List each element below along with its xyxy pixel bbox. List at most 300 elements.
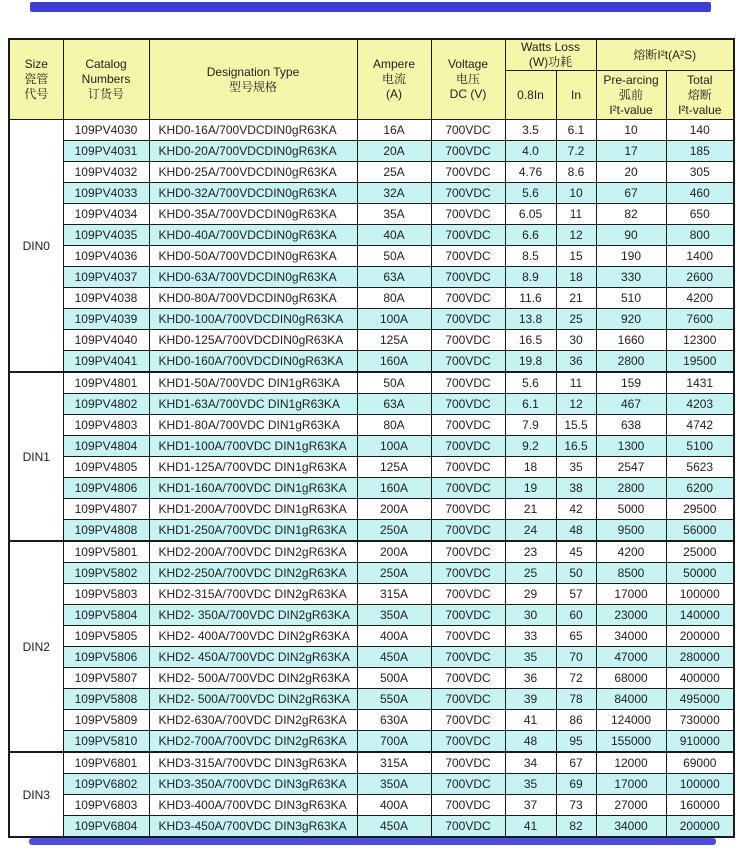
cell-designation-type: KHD2-315A/700VDC DIN2gR63KA	[149, 584, 357, 605]
cell-catalog-number: 109PV5804	[63, 605, 149, 626]
cell-watts-loss-08in: 48	[505, 731, 556, 753]
group-size-label: DIN2	[9, 541, 63, 752]
cell-watts-loss-08in: 35	[505, 647, 556, 668]
col-header-total-line: I²t-value	[678, 102, 722, 117]
cell-designation-type: KHD0-16A/700VDCDIN0gR63KA	[149, 120, 357, 141]
cell-watts-loss-in: 69	[556, 774, 596, 795]
cell-ampere: 125A	[357, 330, 431, 351]
col-header-catalog	[63, 39, 149, 120]
col-header-prearcing-line: Pre-arcing	[603, 72, 659, 87]
cell-total-i2t: 140	[666, 120, 734, 141]
cell-ampere: 315A	[357, 584, 431, 605]
cell-watts-loss-08in: 41	[505, 816, 556, 838]
cell-voltage: 700VDC	[431, 816, 505, 838]
table-row	[9, 520, 734, 542]
col-header-designation-line: 型号规格	[228, 79, 277, 94]
cell-watts-loss-08in: 25	[505, 563, 556, 584]
cell-designation-type: KHD0-50A/700VDCDIN0gR63KA	[149, 246, 357, 267]
cell-watts-loss-in: 73	[556, 795, 596, 816]
cell-watts-loss-08in: 19.8	[505, 351, 556, 373]
cell-designation-type: KHD3-350A/700VDC DIN3gR63KA	[149, 774, 357, 795]
col-header-catalog-line: Numbers	[81, 72, 131, 86]
cell-ampere: 20A	[357, 141, 431, 162]
cell-watts-loss-08in: 4.76	[505, 162, 556, 183]
cell-watts-loss-08in: 4.0	[505, 141, 556, 162]
cell-watts-loss-08in: 16.5	[505, 330, 556, 351]
col-header-size	[9, 39, 63, 120]
cell-catalog-number: 109PV4802	[63, 394, 149, 415]
cell-watts-loss-08in: 6.05	[505, 204, 556, 225]
table-row	[9, 668, 734, 689]
cell-total-i2t: 140000	[666, 605, 734, 626]
cell-voltage: 700VDC	[431, 774, 505, 795]
cell-voltage: 700VDC	[431, 141, 505, 162]
cell-watts-loss-08in: 11.6	[505, 288, 556, 309]
cell-total-i2t: 2600	[666, 267, 734, 288]
cell-ampere: 630A	[357, 710, 431, 731]
cell-catalog-number: 109PV4037	[63, 267, 149, 288]
cell-ampere: 350A	[357, 605, 431, 626]
cell-ampere: 450A	[357, 647, 431, 668]
cell-prearcing-i2t: 27000	[596, 795, 666, 816]
cell-ampere: 500A	[357, 668, 431, 689]
cell-prearcing-i2t: 8500	[596, 563, 666, 584]
cell-prearcing-i2t: 17	[596, 141, 666, 162]
table-row	[9, 141, 734, 162]
cell-designation-type: KHD1-63A/700VDC DIN1gR63KA	[149, 394, 357, 415]
cell-watts-loss-08in: 6.6	[505, 225, 556, 246]
cell-total-i2t: 1400	[666, 246, 734, 267]
cell-watts-loss-in: 38	[556, 478, 596, 499]
cell-voltage: 700VDC	[431, 457, 505, 478]
cell-total-i2t: 400000	[666, 668, 734, 689]
cell-prearcing-i2t: 9500	[596, 520, 666, 542]
cell-total-i2t: 100000	[666, 774, 734, 795]
cell-prearcing-i2t: 124000	[596, 710, 666, 731]
table-row	[9, 309, 734, 330]
cell-watts-loss-08in: 24	[505, 520, 556, 542]
cell-prearcing-i2t: 10	[596, 120, 666, 141]
cell-designation-type: KHD3-400A/700VDC DIN3gR63KA	[149, 795, 357, 816]
table-row	[9, 457, 734, 478]
col-header-total	[666, 71, 734, 120]
cell-total-i2t: 29500	[666, 499, 734, 520]
cell-ampere: 700A	[357, 731, 431, 753]
col-header-i2t-group: 熔断I²t(A²S)	[596, 39, 734, 71]
cell-ampere: 80A	[357, 288, 431, 309]
cell-total-i2t: 50000	[666, 563, 734, 584]
table-row	[9, 436, 734, 457]
cell-catalog-number: 109PV6803	[63, 795, 149, 816]
cell-designation-type: KHD1-100A/700VDC DIN1gR63KA	[149, 436, 357, 457]
cell-watts-loss-08in: 41	[505, 710, 556, 731]
table-row	[9, 225, 734, 246]
col-header-total-line: Total	[687, 72, 713, 87]
cell-voltage: 700VDC	[431, 584, 505, 605]
cell-catalog-number: 109PV5802	[63, 563, 149, 584]
cell-total-i2t: 4200	[666, 288, 734, 309]
table-row	[9, 351, 734, 373]
cell-watts-loss-in: 72	[556, 668, 596, 689]
cell-catalog-number: 109PV4801	[63, 372, 149, 394]
table-row	[9, 394, 734, 415]
cell-designation-type: KHD0-25A/700VDCDIN0gR63KA	[149, 162, 357, 183]
cell-total-i2t: 200000	[666, 626, 734, 647]
cell-ampere: 315A	[357, 752, 431, 774]
cell-watts-loss-in: 42	[556, 499, 596, 520]
col-header-watts-loss-line: (W)功耗	[528, 55, 573, 69]
cell-prearcing-i2t: 68000	[596, 668, 666, 689]
cell-designation-type: KHD2- 500A/700VDC DIN2gR63KA	[149, 689, 357, 710]
cell-prearcing-i2t: 20	[596, 162, 666, 183]
group-size-label: DIN3	[9, 752, 63, 837]
cell-catalog-number: 109PV4038	[63, 288, 149, 309]
cell-designation-type: KHD1-160A/700VDC DIN1gR63KA	[149, 478, 357, 499]
cell-watts-loss-in: 6.1	[556, 120, 596, 141]
cell-voltage: 700VDC	[431, 120, 505, 141]
top-divider-bar	[30, 2, 711, 12]
cell-voltage: 700VDC	[431, 520, 505, 542]
cell-catalog-number: 109PV4806	[63, 478, 149, 499]
cell-ampere: 50A	[357, 246, 431, 267]
cell-prearcing-i2t: 159	[596, 372, 666, 394]
cell-ampere: 160A	[357, 351, 431, 373]
cell-ampere: 63A	[357, 267, 431, 288]
table-row	[9, 183, 734, 204]
cell-designation-type: KHD2-630A/700VDC DIN2gR63KA	[149, 710, 357, 731]
cell-watts-loss-08in: 30	[505, 605, 556, 626]
cell-prearcing-i2t: 155000	[596, 731, 666, 753]
cell-designation-type: KHD0-160A/700VDCDIN0gR63KA	[149, 351, 357, 373]
cell-voltage: 700VDC	[431, 563, 505, 584]
cell-watts-loss-08in: 35	[505, 774, 556, 795]
col-header-08in: 0.8In	[505, 71, 556, 120]
table-row	[9, 120, 734, 141]
cell-catalog-number: 109PV4040	[63, 330, 149, 351]
cell-watts-loss-in: 15.5	[556, 415, 596, 436]
cell-voltage: 700VDC	[431, 689, 505, 710]
col-header-ampere	[357, 39, 431, 120]
cell-ampere: 63A	[357, 394, 431, 415]
cell-watts-loss-08in: 19	[505, 478, 556, 499]
cell-voltage: 700VDC	[431, 394, 505, 415]
cell-prearcing-i2t: 190	[596, 246, 666, 267]
cell-designation-type: KHD2- 350A/700VDC DIN2gR63KA	[149, 605, 357, 626]
table-row	[9, 372, 734, 394]
cell-prearcing-i2t: 510	[596, 288, 666, 309]
table-row	[9, 626, 734, 647]
table-row	[9, 288, 734, 309]
cell-ampere: 16A	[357, 120, 431, 141]
cell-catalog-number: 109PV6801	[63, 752, 149, 774]
cell-watts-loss-in: 12	[556, 225, 596, 246]
cell-voltage: 700VDC	[431, 478, 505, 499]
cell-watts-loss-in: 16.5	[556, 436, 596, 457]
table-row	[9, 710, 734, 731]
cell-watts-loss-08in: 13.8	[505, 309, 556, 330]
cell-watts-loss-in: 86	[556, 710, 596, 731]
cell-designation-type: KHD0-100A/700VDCDIN0gR63KA	[149, 309, 357, 330]
cell-total-i2t: 4203	[666, 394, 734, 415]
cell-ampere: 250A	[357, 520, 431, 542]
cell-total-i2t: 305	[666, 162, 734, 183]
cell-watts-loss-in: 25	[556, 309, 596, 330]
cell-catalog-number: 109PV4032	[63, 162, 149, 183]
cell-catalog-number: 109PV4034	[63, 204, 149, 225]
col-header-voltage-line: DC (V)	[449, 87, 487, 101]
cell-prearcing-i2t: 17000	[596, 774, 666, 795]
cell-watts-loss-08in: 37	[505, 795, 556, 816]
cell-catalog-number: 109PV5805	[63, 626, 149, 647]
col-header-ampere-line: 电流	[381, 72, 406, 86]
cell-total-i2t: 160000	[666, 795, 734, 816]
cell-ampere: 100A	[357, 309, 431, 330]
cell-catalog-number: 109PV6802	[63, 774, 149, 795]
cell-watts-loss-08in: 29	[505, 584, 556, 605]
cell-total-i2t: 7600	[666, 309, 734, 330]
cell-total-i2t: 6200	[666, 478, 734, 499]
cell-prearcing-i2t: 34000	[596, 626, 666, 647]
table-row	[9, 478, 734, 499]
cell-voltage: 700VDC	[431, 225, 505, 246]
cell-ampere: 400A	[357, 626, 431, 647]
cell-voltage: 700VDC	[431, 541, 505, 563]
group-size-label: DIN1	[9, 372, 63, 541]
cell-voltage: 700VDC	[431, 162, 505, 183]
cell-designation-type: KHD1-50A/700VDC DIN1gR63KA	[149, 372, 357, 394]
cell-designation-type: KHD2-700A/700VDC DIN2gR63KA	[149, 731, 357, 753]
cell-catalog-number: 109PV4805	[63, 457, 149, 478]
cell-watts-loss-08in: 9.2	[505, 436, 556, 457]
cell-voltage: 700VDC	[431, 668, 505, 689]
cell-watts-loss-in: 18	[556, 267, 596, 288]
cell-watts-loss-08in: 23	[505, 541, 556, 563]
cell-prearcing-i2t: 90	[596, 225, 666, 246]
cell-total-i2t: 730000	[666, 710, 734, 731]
cell-watts-loss-in: 65	[556, 626, 596, 647]
cell-voltage: 700VDC	[431, 183, 505, 204]
cell-ampere: 50A	[357, 372, 431, 394]
cell-designation-type: KHD0-40A/700VDCDIN0gR63KA	[149, 225, 357, 246]
cell-designation-type: KHD1-125A/700VDC DIN1gR63KA	[149, 457, 357, 478]
cell-watts-loss-in: 82	[556, 816, 596, 838]
col-header-ampere-line: (A)	[386, 87, 402, 101]
cell-voltage: 700VDC	[431, 288, 505, 309]
col-header-prearcing-line: 弧前	[618, 87, 643, 102]
cell-total-i2t: 460	[666, 183, 734, 204]
cell-ampere: 25A	[357, 162, 431, 183]
table-row	[9, 584, 734, 605]
table-row	[9, 541, 734, 563]
cell-ampere: 80A	[357, 415, 431, 436]
cell-ampere: 32A	[357, 183, 431, 204]
cell-designation-type: KHD1-200A/700VDC DIN1gR63KA	[149, 499, 357, 520]
cell-designation-type: KHD2-250A/700VDC DIN2gR63KA	[149, 563, 357, 584]
cell-prearcing-i2t: 4200	[596, 541, 666, 563]
cell-ampere: 200A	[357, 541, 431, 563]
col-header-voltage	[431, 39, 505, 120]
cell-designation-type: KHD0-80A/700VDCDIN0gR63KA	[149, 288, 357, 309]
cell-voltage: 700VDC	[431, 267, 505, 288]
col-header-prearcing-line: I²t-value	[609, 102, 653, 117]
cell-designation-type: KHD1-250A/700VDC DIN1gR63KA	[149, 520, 357, 542]
cell-voltage: 700VDC	[431, 605, 505, 626]
cell-designation-type: KHD0-20A/700VDCDIN0gR63KA	[149, 141, 357, 162]
cell-ampere: 100A	[357, 436, 431, 457]
cell-voltage: 700VDC	[431, 647, 505, 668]
cell-watts-loss-08in: 18	[505, 457, 556, 478]
cell-designation-type: KHD2- 500A/700VDC DIN2gR63KA	[149, 668, 357, 689]
cell-catalog-number: 109PV4030	[63, 120, 149, 141]
cell-watts-loss-in: 78	[556, 689, 596, 710]
cell-ampere: 250A	[357, 563, 431, 584]
cell-total-i2t: 100000	[666, 584, 734, 605]
cell-catalog-number: 109PV5801	[63, 541, 149, 563]
cell-ampere: 160A	[357, 478, 431, 499]
col-header-watts-loss	[505, 39, 596, 71]
cell-prearcing-i2t: 2800	[596, 351, 666, 373]
cell-designation-type: KHD0-35A/700VDCDIN0gR63KA	[149, 204, 357, 225]
table-row	[9, 816, 734, 838]
cell-voltage: 700VDC	[431, 372, 505, 394]
cell-voltage: 700VDC	[431, 246, 505, 267]
cell-voltage: 700VDC	[431, 752, 505, 774]
table-row	[9, 204, 734, 225]
cell-designation-type: KHD2- 400A/700VDC DIN2gR63KA	[149, 626, 357, 647]
cell-voltage: 700VDC	[431, 626, 505, 647]
table-row	[9, 605, 734, 626]
cell-ampere: 350A	[357, 774, 431, 795]
cell-total-i2t: 910000	[666, 731, 734, 753]
cell-watts-loss-08in: 5.6	[505, 372, 556, 394]
cell-prearcing-i2t: 12000	[596, 752, 666, 774]
cell-watts-loss-08in: 34	[505, 752, 556, 774]
cell-watts-loss-in: 95	[556, 731, 596, 753]
col-header-designation-line: Designation Type	[206, 64, 300, 79]
cell-catalog-number: 109PV4807	[63, 499, 149, 520]
fuse-spec-table	[8, 38, 735, 838]
cell-designation-type: KHD0-125A/700VDCDIN0gR63KA	[149, 330, 357, 351]
cell-watts-loss-08in: 33	[505, 626, 556, 647]
cell-designation-type: KHD1-80A/700VDC DIN1gR63KA	[149, 415, 357, 436]
cell-watts-loss-08in: 7.9	[505, 415, 556, 436]
cell-catalog-number: 109PV4039	[63, 309, 149, 330]
cell-ampere: 200A	[357, 499, 431, 520]
cell-total-i2t: 25000	[666, 541, 734, 563]
cell-prearcing-i2t: 23000	[596, 605, 666, 626]
cell-designation-type: KHD0-32A/700VDCDIN0gR63KA	[149, 183, 357, 204]
cell-prearcing-i2t: 920	[596, 309, 666, 330]
cell-catalog-number: 109PV4035	[63, 225, 149, 246]
cell-catalog-number: 109PV4031	[63, 141, 149, 162]
cell-voltage: 700VDC	[431, 204, 505, 225]
cell-catalog-number: 109PV4803	[63, 415, 149, 436]
col-header-catalog-line: 订货号	[87, 87, 124, 101]
cell-watts-loss-in: 48	[556, 520, 596, 542]
cell-watts-loss-in: 70	[556, 647, 596, 668]
col-header-prearcing	[596, 71, 666, 120]
cell-watts-loss-in: 11	[556, 204, 596, 225]
cell-catalog-number: 109PV4033	[63, 183, 149, 204]
col-header-voltage-line: Voltage	[447, 57, 489, 71]
cell-prearcing-i2t: 5000	[596, 499, 666, 520]
cell-total-i2t: 56000	[666, 520, 734, 542]
cell-prearcing-i2t: 2547	[596, 457, 666, 478]
cell-voltage: 700VDC	[431, 499, 505, 520]
cell-prearcing-i2t: 67	[596, 183, 666, 204]
cell-prearcing-i2t: 47000	[596, 647, 666, 668]
table-row	[9, 563, 734, 584]
cell-watts-loss-08in: 21	[505, 499, 556, 520]
cell-watts-loss-in: 57	[556, 584, 596, 605]
cell-prearcing-i2t: 467	[596, 394, 666, 415]
cell-total-i2t: 4742	[666, 415, 734, 436]
bottom-divider-bar	[29, 838, 716, 845]
cell-catalog-number: 109PV5808	[63, 689, 149, 710]
cell-voltage: 700VDC	[431, 731, 505, 753]
cell-prearcing-i2t: 638	[596, 415, 666, 436]
col-header-voltage-line: 电压	[455, 72, 480, 86]
cell-designation-type: KHD0-63A/700VDCDIN0gR63KA	[149, 267, 357, 288]
cell-watts-loss-08in: 36	[505, 668, 556, 689]
cell-watts-loss-08in: 8.5	[505, 246, 556, 267]
cell-total-i2t: 5100	[666, 436, 734, 457]
cell-catalog-number: 109PV5803	[63, 584, 149, 605]
cell-ampere: 450A	[357, 816, 431, 838]
cell-catalog-number: 109PV5807	[63, 668, 149, 689]
table-row	[9, 330, 734, 351]
cell-total-i2t: 280000	[666, 647, 734, 668]
cell-prearcing-i2t: 17000	[596, 584, 666, 605]
cell-prearcing-i2t: 2800	[596, 478, 666, 499]
cell-watts-loss-08in: 8.9	[505, 267, 556, 288]
col-header-watts-loss-line: Watts Loss	[521, 40, 580, 54]
cell-watts-loss-in: 45	[556, 541, 596, 563]
col-header-size-line: Size	[24, 57, 48, 71]
cell-watts-loss-in: 8.6	[556, 162, 596, 183]
table-row	[9, 647, 734, 668]
cell-prearcing-i2t: 330	[596, 267, 666, 288]
cell-total-i2t: 650	[666, 204, 734, 225]
cell-watts-loss-in: 15	[556, 246, 596, 267]
cell-designation-type: KHD3-450A/700VDC DIN3gR63KA	[149, 816, 357, 838]
cell-voltage: 700VDC	[431, 351, 505, 373]
col-header-catalog-line: Catalog	[85, 57, 127, 71]
cell-voltage: 700VDC	[431, 415, 505, 436]
table-row	[9, 689, 734, 710]
cell-voltage: 700VDC	[431, 795, 505, 816]
table-header	[9, 39, 734, 120]
cell-prearcing-i2t: 1660	[596, 330, 666, 351]
cell-ampere: 550A	[357, 689, 431, 710]
table-row	[9, 162, 734, 183]
cell-watts-loss-in: 60	[556, 605, 596, 626]
group-size-label: DIN0	[9, 120, 63, 373]
cell-voltage: 700VDC	[431, 330, 505, 351]
cell-total-i2t: 5623	[666, 457, 734, 478]
cell-watts-loss-in: 11	[556, 372, 596, 394]
table-row	[9, 499, 734, 520]
cell-catalog-number: 109PV5806	[63, 647, 149, 668]
cell-total-i2t: 69000	[666, 752, 734, 774]
cell-total-i2t: 800	[666, 225, 734, 246]
cell-catalog-number: 109PV6804	[63, 816, 149, 838]
cell-prearcing-i2t: 84000	[596, 689, 666, 710]
col-header-in: In	[556, 71, 596, 120]
table-row	[9, 246, 734, 267]
table-row	[9, 752, 734, 774]
cell-prearcing-i2t: 82	[596, 204, 666, 225]
